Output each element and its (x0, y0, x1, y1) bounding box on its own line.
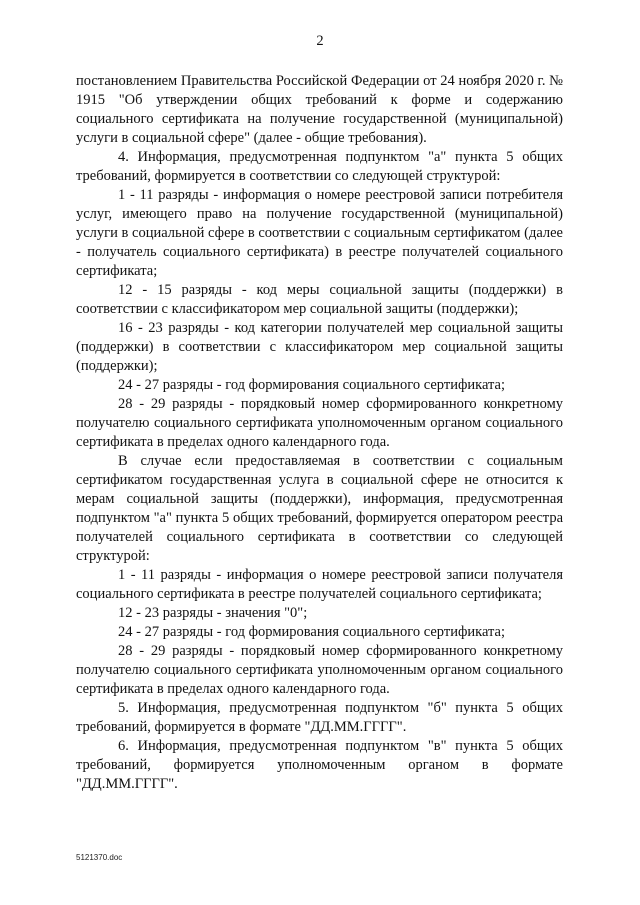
footer-filename: 5121370.doc (76, 853, 123, 862)
paragraph-alt-digits-1-11: 1 - 11 разряды - информация о номере реестровой записи получателя социального сертификата в реестре получателей социального сертификата; (76, 567, 563, 602)
paragraph-digits-12-15: 12 - 15 разряды - код меры социальной защиты (поддержки) в соответствии с классификатором мер социальной защиты (поддержки); (76, 282, 563, 317)
paragraph-digits-16-23: 16 - 23 разряды - код категории получателей мер социальной защиты (поддержки) в соответствии с классификатором мер социальной защиты (поддержки); (76, 320, 563, 374)
paragraph-item-6: 6. Информация, предусмотренная подпунктом "в" пункта 5 общих требований, формируется уполномоченным органом в формате "ДД.ММ.ГГГГ". (76, 738, 563, 792)
paragraph-alt-digits-28-29: 28 - 29 разряды - порядковый номер сформированного конкретному получателю социального сертификата уполномоченным органом социального сертификата в пределах одного календарного года. (76, 643, 563, 697)
paragraph-digits-1-11: 1 - 11 разряды - информация о номере реестровой записи потребителя услуг, имеющего право на получение государственной (муниципальной) услуги в социальной сфере в соответствии с социальным сертификатом (далее - получатель социального сертификата) в реестре получателей социального сертификата; (76, 187, 563, 279)
paragraph-alternative-case: В случае если предоставляемая в соответствии с социальным сертификатом государственная услуга в социальной сфере не относится к мерам социальной защиты (поддержки), информация, предусмотренная подпунктом "а" пункта 5 общих требований, формируется оператором реестра получателей социального сертификата в соответствии со следующей структурой: (76, 453, 563, 564)
paragraph-alt-digits-12-23: 12 - 23 разряды - значения "0"; (118, 605, 308, 621)
paragraph-digits-28-29: 28 - 29 разряды - порядковый номер сформированного конкретному получателю социального сертификата уполномоченным органом социального сертификата в пределах одного календарного года. (76, 396, 563, 450)
paragraph-digits-24-27: 24 - 27 разряды - год формирования социального сертификата; (118, 377, 505, 393)
document-body (76, 72, 563, 794)
paragraph-item-4: 4. Информация, предусмотренная подпунктом "а" пункта 5 общих требований, формируется в соответствии со следующей структурой: (76, 149, 563, 184)
paragraph-item-5: 5. Информация, предусмотренная подпунктом "б" пункта 5 общих требований, формируется в формате "ДД.ММ.ГГГГ". (76, 700, 563, 735)
page-number: 2 (316, 33, 324, 49)
paragraph-continuation: постановлением Правительства Российской Федерации от 24 ноября 2020 г. № 1915 "Об утверждении общих требований к форме и содержанию социального сертификата на получение государственной (муниципальной) услуги в социальной сфере" (далее - общие требования). (76, 73, 563, 146)
paragraph-alt-digits-24-27: 24 - 27 разряды - год формирования социального сертификата; (118, 624, 505, 640)
